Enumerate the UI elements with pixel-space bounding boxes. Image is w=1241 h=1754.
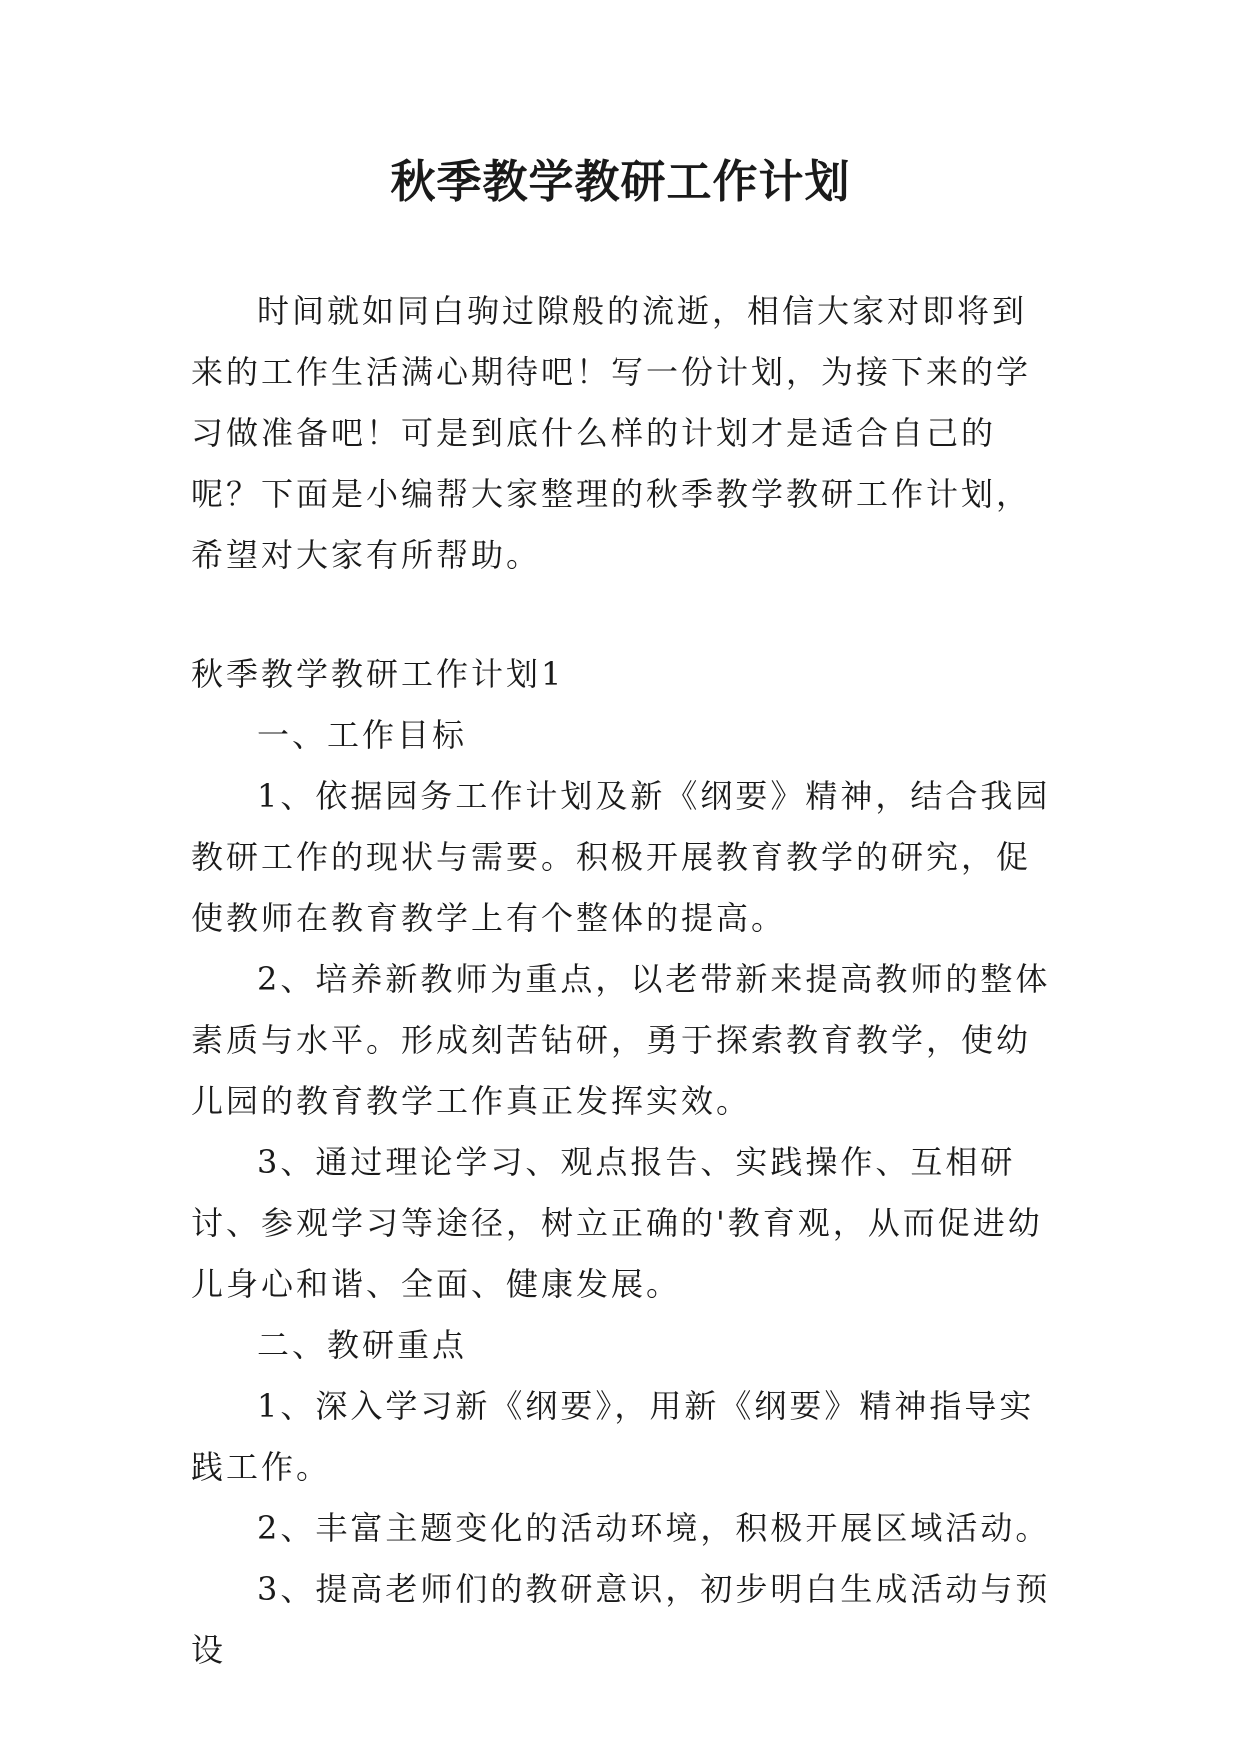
section-heading: 秋季教学教研工作计划1 [191,655,565,693]
goal-item-3: 3、通过理论学习、观点报告、实践操作、互相研讨、参观学习等途径，树立正确的'教育观，从而促进幼儿身心和谐、全面、健康发展。 [191,1143,1043,1303]
goal-item-1: 1、依据园务工作计划及新《纲要》精神，结合我园教研工作的现状与需要。积极开展教育教学的研究，促使教师在教育教学上有个整体的提高。 [191,777,1051,937]
focus-item-2: 2、丰富主题变化的活动环境，积极开展区域活动。 [257,1509,1051,1547]
heading-work-goals: 一、工作目标 [257,716,468,754]
goal-item-2: 2、培养新教师为重点，以老带新来提高教师的整体素质与水平。形成刻苦钻研，勇于探索教育教学，使幼儿园的教育教学工作真正发挥实效。 [191,960,1051,1120]
intro-paragraph: 时间就如同白驹过隙般的流逝，相信大家对即将到来的工作生活满心期待吧！写一份计划，为接下来的学习做准备吧！可是到底什么样的计划才是适合自己的呢？下面是小编帮大家整理的秋季教学教研工作计划，希望对大家有所帮助。 [191,292,1032,574]
heading-research-focus: 二、教研重点 [257,1326,468,1364]
focus-item-1: 1、深入学习新《纲要》，用新《纲要》精神指导实践工作。 [191,1387,1035,1486]
document-body [191,281,1051,1681]
focus-item-3: 3、提高老师们的教研意识，初步明白生成活动与预设 [191,1570,1051,1669]
document-title: 秋季教学教研工作计划 [390,155,851,208]
